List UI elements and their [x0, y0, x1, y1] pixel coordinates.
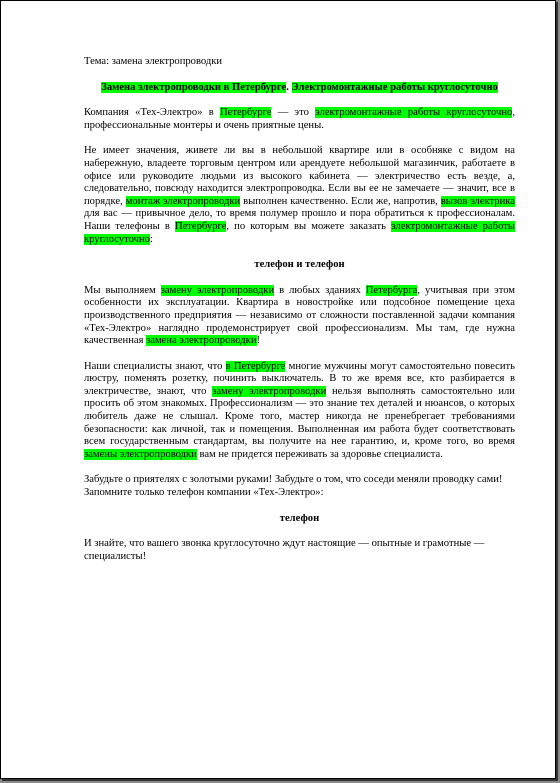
text-segment: вам не придется переживать за здоровье специалиста.: [196, 448, 443, 460]
text-segment: Забудьте о приятелях с золотыми руками! Забудьте о том, что соседи меняли проводку сами! Запомните только телефон компании «Тех-Электро»:: [84, 474, 503, 499]
highlighted-keyword: Петербурге: [174, 220, 227, 232]
document-body: [84, 56, 515, 576]
highlighted-keyword: замена электропроводки: [146, 335, 257, 347]
heading: [84, 82, 515, 95]
highlighted-keyword: замену электропроводки: [212, 385, 327, 397]
highlighted-keyword: электромонтажные работы круглосуточно: [84, 220, 515, 245]
highlighted-keyword: монтаж электропроводки: [125, 195, 241, 207]
text-segment: Компания «Тех-Электро» в: [84, 107, 220, 119]
text-segment: , учитывая при этом особенности их эксплуатации. Квартира в новостройке или подсобное помещение цеха производственного предприятия — независимо от сложности поставленной задачи компания «Тех-Электро» наглядно продемонстрирует свой профессионализм. Мы там, где нужна качественная: [84, 284, 516, 347]
intro-paragraph: [84, 107, 515, 132]
text-segment: !: [256, 335, 261, 347]
highlighted-keyword: электромонтажные работы круглосуточно: [315, 107, 513, 119]
phones-placeholder-1: [84, 259, 515, 272]
text-segment: выполнен качественно. Если же, напротив,: [240, 195, 441, 207]
text-segment: — это: [271, 107, 316, 119]
text-segment: Не имеет значения, живете ли вы в небольшой квартире или в особняке с видом на набережную, владеете торговым центром или арендуете небольшой магазинчик, работаете в офисе или руководите людьми из высокого кабинета — электричество есть везде, а, следовательно, повсюду находится электропроводка. Если вы ее не замечаете — значит, все в порядке,: [84, 145, 515, 207]
highlighted-keyword: Замена электропроводки в Петербурге: [101, 81, 287, 93]
highlighted-keyword: замены электропроводки: [84, 448, 197, 460]
phone-placeholder-2: [84, 513, 515, 526]
text-segment: нельзя выполнять самостоятельно или просить об этом знакомых. Профессионализм — это знание тех деталей и нюансов, о которых любитель даже не слышал. Кроме того, мастер никогда не пренебрегает требованиями безопасности: как личной, так и помещения. Выполненная им работа будет соответствовать всем государственным стандартам, вы получите на нее гарантию, и, кроме того, во время: [84, 385, 515, 448]
body-paragraph-3: [84, 361, 515, 462]
final-paragraph: [84, 538, 515, 563]
text-segment: И знайте, что вашего звонка круглосуточно ждут настоящие — опытные и грамотные — специалисты!: [84, 538, 485, 562]
body-paragraph-1: [84, 145, 515, 246]
highlighted-keyword: Электромонтажные работы круглосуточно: [291, 81, 498, 93]
body-paragraph-2: [84, 285, 515, 348]
highlighted-keyword: вызов электрика: [440, 195, 515, 207]
highlighted-keyword: в Петербурге: [225, 360, 286, 372]
text-segment: телефон и телефон: [254, 259, 345, 271]
highlighted-keyword: Петербурге: [219, 107, 272, 119]
text-segment: Наши специалисты знают, что: [84, 360, 226, 372]
subject-line: [84, 56, 515, 69]
text-segment: для вас — привычное дело, то время полумер прошло и пора обратиться к профессионалам. Наши телефоны в: [84, 208, 515, 232]
text-segment: в любых зданиях: [274, 284, 366, 296]
text-segment: телефон: [279, 512, 320, 524]
text-segment: :: [149, 233, 153, 245]
text-segment: .: [286, 81, 292, 93]
text-segment: Тема: замена электропроводки: [84, 56, 223, 67]
closing-paragraph: [84, 474, 515, 499]
text-segment: многие мужчины могут самостоятельно повесить люстру, поменять розетку, починить выключатель. В то же время все, кто разбирается в электричестве, знают, что: [84, 360, 516, 397]
highlighted-keyword: Петербурга: [365, 284, 418, 296]
text-segment: , по которым вы можете заказать: [226, 220, 392, 232]
text-segment: , профессиональные монтеры и очень приятные цены.: [84, 107, 515, 131]
text-segment: Мы выполняем: [84, 284, 161, 296]
highlighted-keyword: замену электропроводки: [160, 284, 275, 296]
